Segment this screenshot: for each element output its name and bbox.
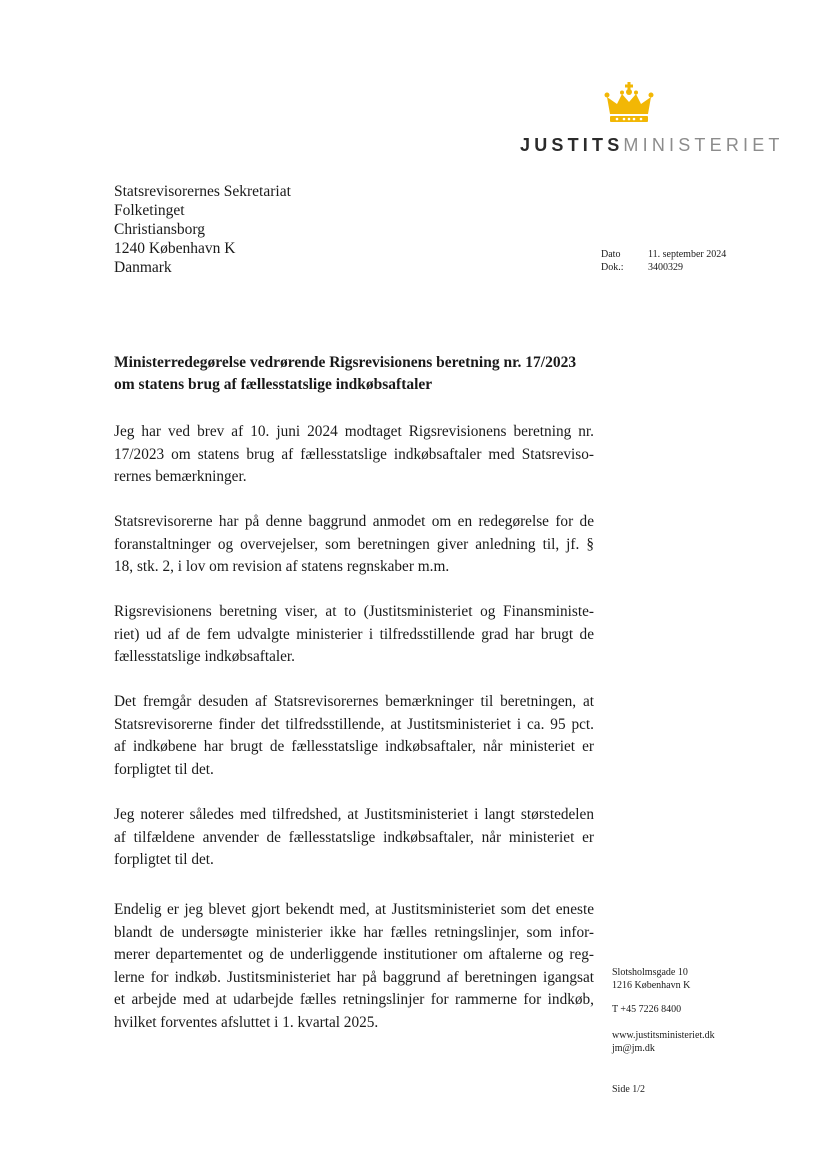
date-row — [601, 249, 726, 262]
paragraph-line: hvilket forventes afsluttet i 1. kvartal 2025. — [114, 1013, 379, 1031]
paragraph-line: Statsrevisorerne har på denne baggrund anmodet om en redegørelse for de — [114, 513, 594, 530]
paragraph-line: Jeg har ved brev af 10. juni 2024 modtaget Rigsrevisionens beretning nr. — [114, 423, 594, 440]
date-value: 11. september 2024 — [648, 249, 727, 260]
body-paragraph — [114, 421, 594, 489]
paragraph-line: forpligtet til det. — [114, 760, 214, 778]
body-paragraph — [114, 899, 594, 1034]
doc-value: 3400329 — [648, 261, 683, 273]
body-paragraph — [114, 511, 594, 579]
letter-subject — [114, 352, 604, 396]
body-paragraph — [114, 804, 594, 872]
sidebar-email: jm@jm.dk — [612, 1042, 655, 1054]
paragraph-line: Statsrevisorerne finder det tilfredsstillende, at Justitsministeriet i ca. 95 pct. — [114, 715, 594, 733]
paragraph-line: Det fremgår desuden af Statsrevisorernes bemærkninger til beretningen, at — [114, 693, 594, 710]
subject-line: om statens brug af fællesstatslige indkøbsaftaler — [114, 376, 433, 393]
paragraph-line: lerne for indkøb. Justitsministeriet har på baggrund af beretningen igangsat — [114, 968, 594, 986]
sidebar-address-line: 1216 København K — [612, 979, 691, 991]
paragraph-line: merer departementet og de underliggende institutioner om aftalerne og reg- — [114, 946, 594, 963]
recipient-line: Folketinget — [114, 202, 185, 219]
sidebar-website: www.justitsministeriet.dk — [612, 1030, 715, 1041]
paragraph-line: riet) ud af de fem udvalgte ministerier i tilfredsstillende grad har brugt de — [114, 625, 594, 643]
sidebar-address-line: Slotsholmsgade 10 — [612, 967, 688, 978]
page-number: Side 1/2 — [612, 1084, 646, 1095]
sidebar-phone: T +45 7226 8400 — [612, 1004, 682, 1015]
crown-icon — [604, 82, 654, 128]
doc-row — [601, 262, 726, 275]
recipient-address — [114, 182, 291, 277]
body-paragraph — [114, 601, 594, 669]
body-paragraph — [114, 691, 594, 781]
sidebar-contact — [612, 1030, 715, 1055]
logo-wordmark-light: MINISTERIET — [623, 135, 784, 155]
date-label: Dato — [601, 249, 621, 260]
paragraph-line: blandt de undersøgte ministerier ikke har fælles retningslinjer, som infor- — [114, 923, 594, 941]
paragraph-line: et arbejde med at udarbejde fælles retningslinjer for rammerne for indkøb, — [114, 991, 594, 1008]
paragraph-line: Jeg noterer således med tilfredshed, at Justitsministeriet i langt størstedelen — [114, 806, 594, 823]
paragraph-line: 17/2023 om statens brug af fællesstatslige indkøbsaftaler med Statsreviso- — [114, 445, 594, 463]
paragraph-line: af indkøbene har brugt de fællesstatslige indkøbsaftaler, når ministeriet er — [114, 738, 594, 755]
paragraph-line: Rigsrevisionens beretning viser, at to (Justitsministeriet og Finansministe- — [114, 603, 594, 620]
subject-line: Ministerredegørelse vedrørende Rigsrevisionens beretning nr. 17/2023 — [114, 354, 577, 371]
recipient-line: Christiansborg — [114, 221, 205, 238]
paragraph-line: foranstaltninger og overvejelser, som beretningen giver anledning til, jf. § — [114, 535, 594, 553]
paragraph-line: 18, stk. 2, i lov om revision af statens regnskaber m.m. — [114, 558, 450, 575]
recipient-line: 1240 København K — [114, 240, 236, 257]
logo-wordmark — [520, 135, 784, 156]
recipient-line: Statsrevisorernes Sekretariat — [114, 183, 291, 200]
recipient-line: Danmark — [114, 259, 172, 276]
doc-label: Dok.: — [601, 261, 624, 273]
logo-wordmark-bold: JUSTITS — [520, 135, 624, 155]
paragraph-line: rernes bemærkninger. — [114, 468, 247, 485]
paragraph-line: fællesstatslige indkøbsaftaler. — [114, 648, 295, 665]
paragraph-line: forpligtet til det. — [114, 851, 214, 868]
paragraph-line: af tilfældene anvender de fællesstatslige indkøbsaftaler, når ministeriet er — [114, 828, 594, 846]
paragraph-line: Endelig er jeg blevet gjort bekendt med, at Justitsministeriet som det eneste — [114, 901, 594, 918]
document-meta — [601, 249, 726, 274]
sidebar-address — [612, 967, 690, 992]
